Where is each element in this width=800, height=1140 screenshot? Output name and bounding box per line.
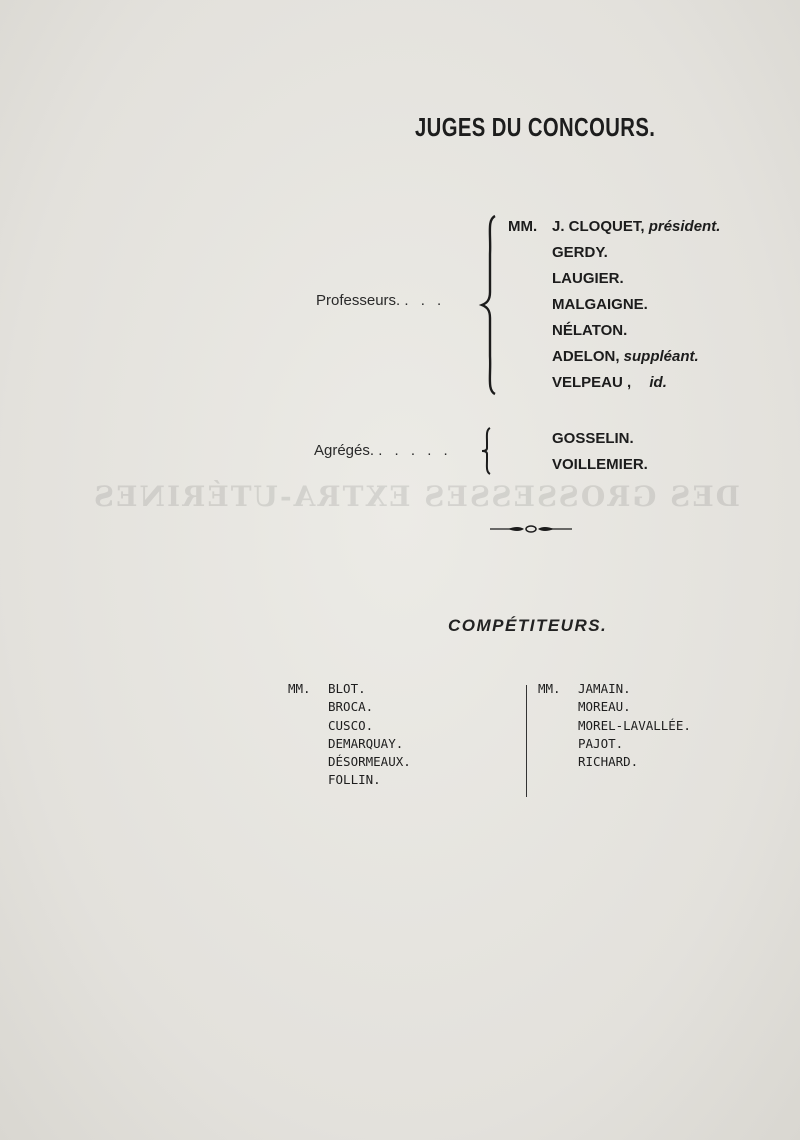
competiteur-row [538, 680, 691, 698]
professeur-row [508, 214, 720, 240]
professeur-role: président. [648, 218, 721, 235]
agreges-label [314, 442, 452, 459]
competiteur-name: FOLLIN. [328, 772, 381, 788]
agreges-brace-icon [478, 426, 494, 476]
professeur-role: id. [649, 374, 667, 391]
competiteur-row [288, 698, 411, 716]
mm-prefix: MM. [508, 218, 538, 235]
column-divider [526, 685, 527, 797]
ornament-divider-icon [488, 522, 574, 536]
professeurs-label-text: Professeurs. [316, 292, 401, 309]
competiteur-row [538, 717, 691, 735]
competiteur-row [538, 735, 691, 753]
competiteur-name: RICHARD. [578, 754, 639, 770]
competiteur-name: JAMAIN. [578, 681, 631, 696]
competiteur-name: DÉSORMEAUX. [328, 754, 411, 770]
competiteurs-right-column [538, 680, 691, 771]
professeur-row [508, 344, 720, 370]
professeur-name: LAUGIER. [552, 270, 624, 287]
agreges-label-text: Agrégés. [314, 442, 375, 459]
professeur-row [508, 240, 720, 266]
competiteur-row [288, 735, 411, 753]
competiteur-row [288, 771, 411, 789]
professeur-name: NÉLATON. [552, 322, 628, 339]
competiteur-row [288, 753, 411, 771]
professeur-name: MALGAIGNE. [552, 296, 648, 313]
mm-prefix: MM. [288, 681, 311, 696]
professeur-row [508, 318, 720, 344]
competiteur-row [288, 717, 411, 735]
agrege-row: GOSSELIN. [552, 430, 634, 447]
competiteur-row [538, 698, 691, 716]
competiteur-row [538, 753, 691, 771]
professeurs-list [508, 214, 720, 396]
competiteur-name: MOREAU. [578, 699, 631, 715]
agreges-list [552, 426, 648, 478]
professeur-row [508, 266, 720, 292]
professeur-row [508, 292, 720, 318]
professeurs-brace-icon [478, 214, 500, 396]
competiteurs-left-column [288, 680, 411, 790]
professeurs-label [316, 292, 445, 309]
competiteur-name: DEMARQUAY. [328, 735, 404, 751]
bleed-through-text: DES GROSSESSES EXTRA-UTÉRINES [91, 480, 740, 513]
professeur-role: suppléant. [623, 348, 699, 365]
agrege-row: VOILLEMIER. [552, 456, 648, 473]
professeur-name: ADELON, [552, 348, 620, 365]
professeurs-dots: . . . [404, 292, 446, 309]
professeur-row [508, 370, 720, 396]
competiteur-name: BROCA. [328, 699, 374, 715]
page-title: JUGES DU CONCOURS. [415, 112, 656, 142]
professeur-name: VELPEAU , [552, 374, 632, 391]
agreges-dots: . . . . . [378, 442, 452, 459]
mm-prefix: MM. [538, 681, 561, 696]
competiteur-row [288, 680, 411, 698]
competiteur-name: PAJOT. [578, 735, 624, 751]
competiteur-name: MOREL-LAVALLÉE. [578, 717, 691, 733]
competiteur-name: CUSCO. [328, 717, 374, 733]
professeur-name: J. CLOQUET, [552, 218, 645, 235]
competiteurs-heading: COMPÉTITEURS. [448, 616, 608, 635]
competiteur-name: BLOT. [328, 681, 366, 696]
professeur-name: GERDY. [552, 244, 608, 261]
